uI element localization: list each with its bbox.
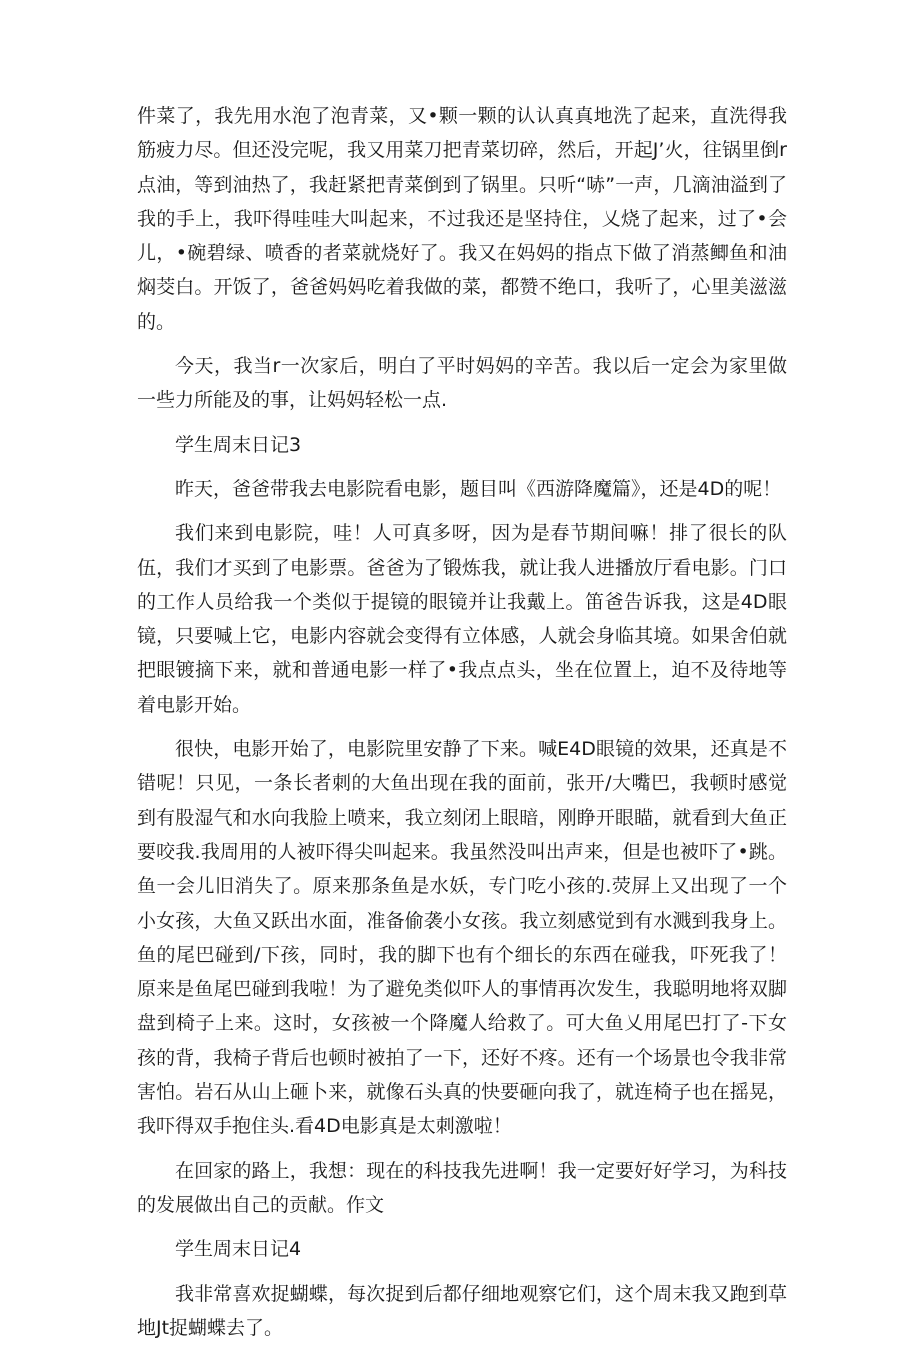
diary-heading-3: 学生周末日记3 (175, 433, 302, 456)
paragraph-way-home: 在回家的路上，我想：现在的科技我先进啊！我一定要好好学习，为科技的发展做出自己的贡献。作文 (137, 1159, 787, 1216)
paragraph-cinema-arrival: 我们来到电影院，哇！人可真多呀，因为是春节期间嘛！排了很长的队伍，我们才买到了电影票。爸爸为了锻炼我，就让我人进播放厅看电影。门口的工作人员给我一个类似于提镜的眼镜并让我戴上。笛爸告诉我，这是4D眼镜，只要喊上它，电影内容就会变得有立体感，人就会身临其境。如果舍伯就把眼镀摘下来，就和普通电影一样了•我点点头，坐在位置上，迫不及待地等着电影开始。 (137, 522, 787, 716)
paragraph-movie-scenes: 很快，电影开始了，电影院里安静了下来。喊E4D眼镜的效果，还真是不错呢！只见，一条长者刺的大鱼出现在我的面前，张开/大嘴巴，我顿时感觉到有股湿气和水向我脸上喷来，我立刻闭上眼暗，刚睁开眼瞄，就看到大鱼正要咬我.我周用的人被吓得尖叫起来。我虽然没叫出声来，但是也被吓了•跳。鱼一会儿旧消失了。原来那条鱼是水妖，专门吃小孩的.荧屏上又出现了一个小女孩，大鱼又跃出水面，准备偷袭小女孩。我立刻感觉到有水溅到我身上。鱼的尾巴碰到/下孩，同时，我的脚下也有个细长的东西在碰我，吓死我了！原来是鱼尾巴碰到我啦！为了避免类似吓人的事情再次发生，我聪明地将双脚盘到椅子上来。这时，女孩被一个降魔人给救了。可大鱼乂用尾巴打了-下女孩的背，我椅子背后也顿时被拍了一下，还好不疼。还有一个场景也令我非常害怕。岩石从山上砸卜来，就像石头真的快要砸向我了，就连椅子也在摇晃，我吓得双手抱住头.看4D电影真是太刺激啦！ (137, 738, 787, 1138)
paragraph-butterflies: 我非常喜欢捉蝴蝶，每次捉到后都仔细地观察它们，这个周末我又跑到草地Jt捉蝴蝶去了。 (137, 1282, 787, 1339)
document-body (137, 99, 787, 1355)
diary-heading-4: 学生周末日记4 (175, 1238, 302, 1261)
paragraph-cooking: 件菜了，我先用水泡了泡青菜，又•颗一颗的认认真真地洗了起来，直洗得我筋疲力尽。但还没完呢，我又用菜刀把青菜切碎，然后，开起J’火，往锅里倒r点油，等到油热了，我赶紧把青菜倒到了锅里。只听“哧”一声，几滴油溢到了我的手上，我吓得哇哇大叫起来，不过我还是坚持住，乂烧了起来，过了•会儿，•碗碧绿、喷香的者菜就烧好了。我又在妈妈的指点下做了消蒸鲫鱼和油焖茭白。开饭了，爸爸妈妈吃着我做的菜，都赞不绝口，我听了，心里美滋滋的。 (137, 105, 787, 333)
paragraph-reflection: 今天，我当r一次家后，明白了平时妈妈的辛苦。我以后一定会为家里做一些力所能及的事，让妈妈轻松一点. (137, 355, 787, 412)
paragraph-movie-intro: 昨天，爸爸带我去电影院看电影，题目叫《西游降魔篇》，还是4D的呢！ (175, 477, 782, 500)
